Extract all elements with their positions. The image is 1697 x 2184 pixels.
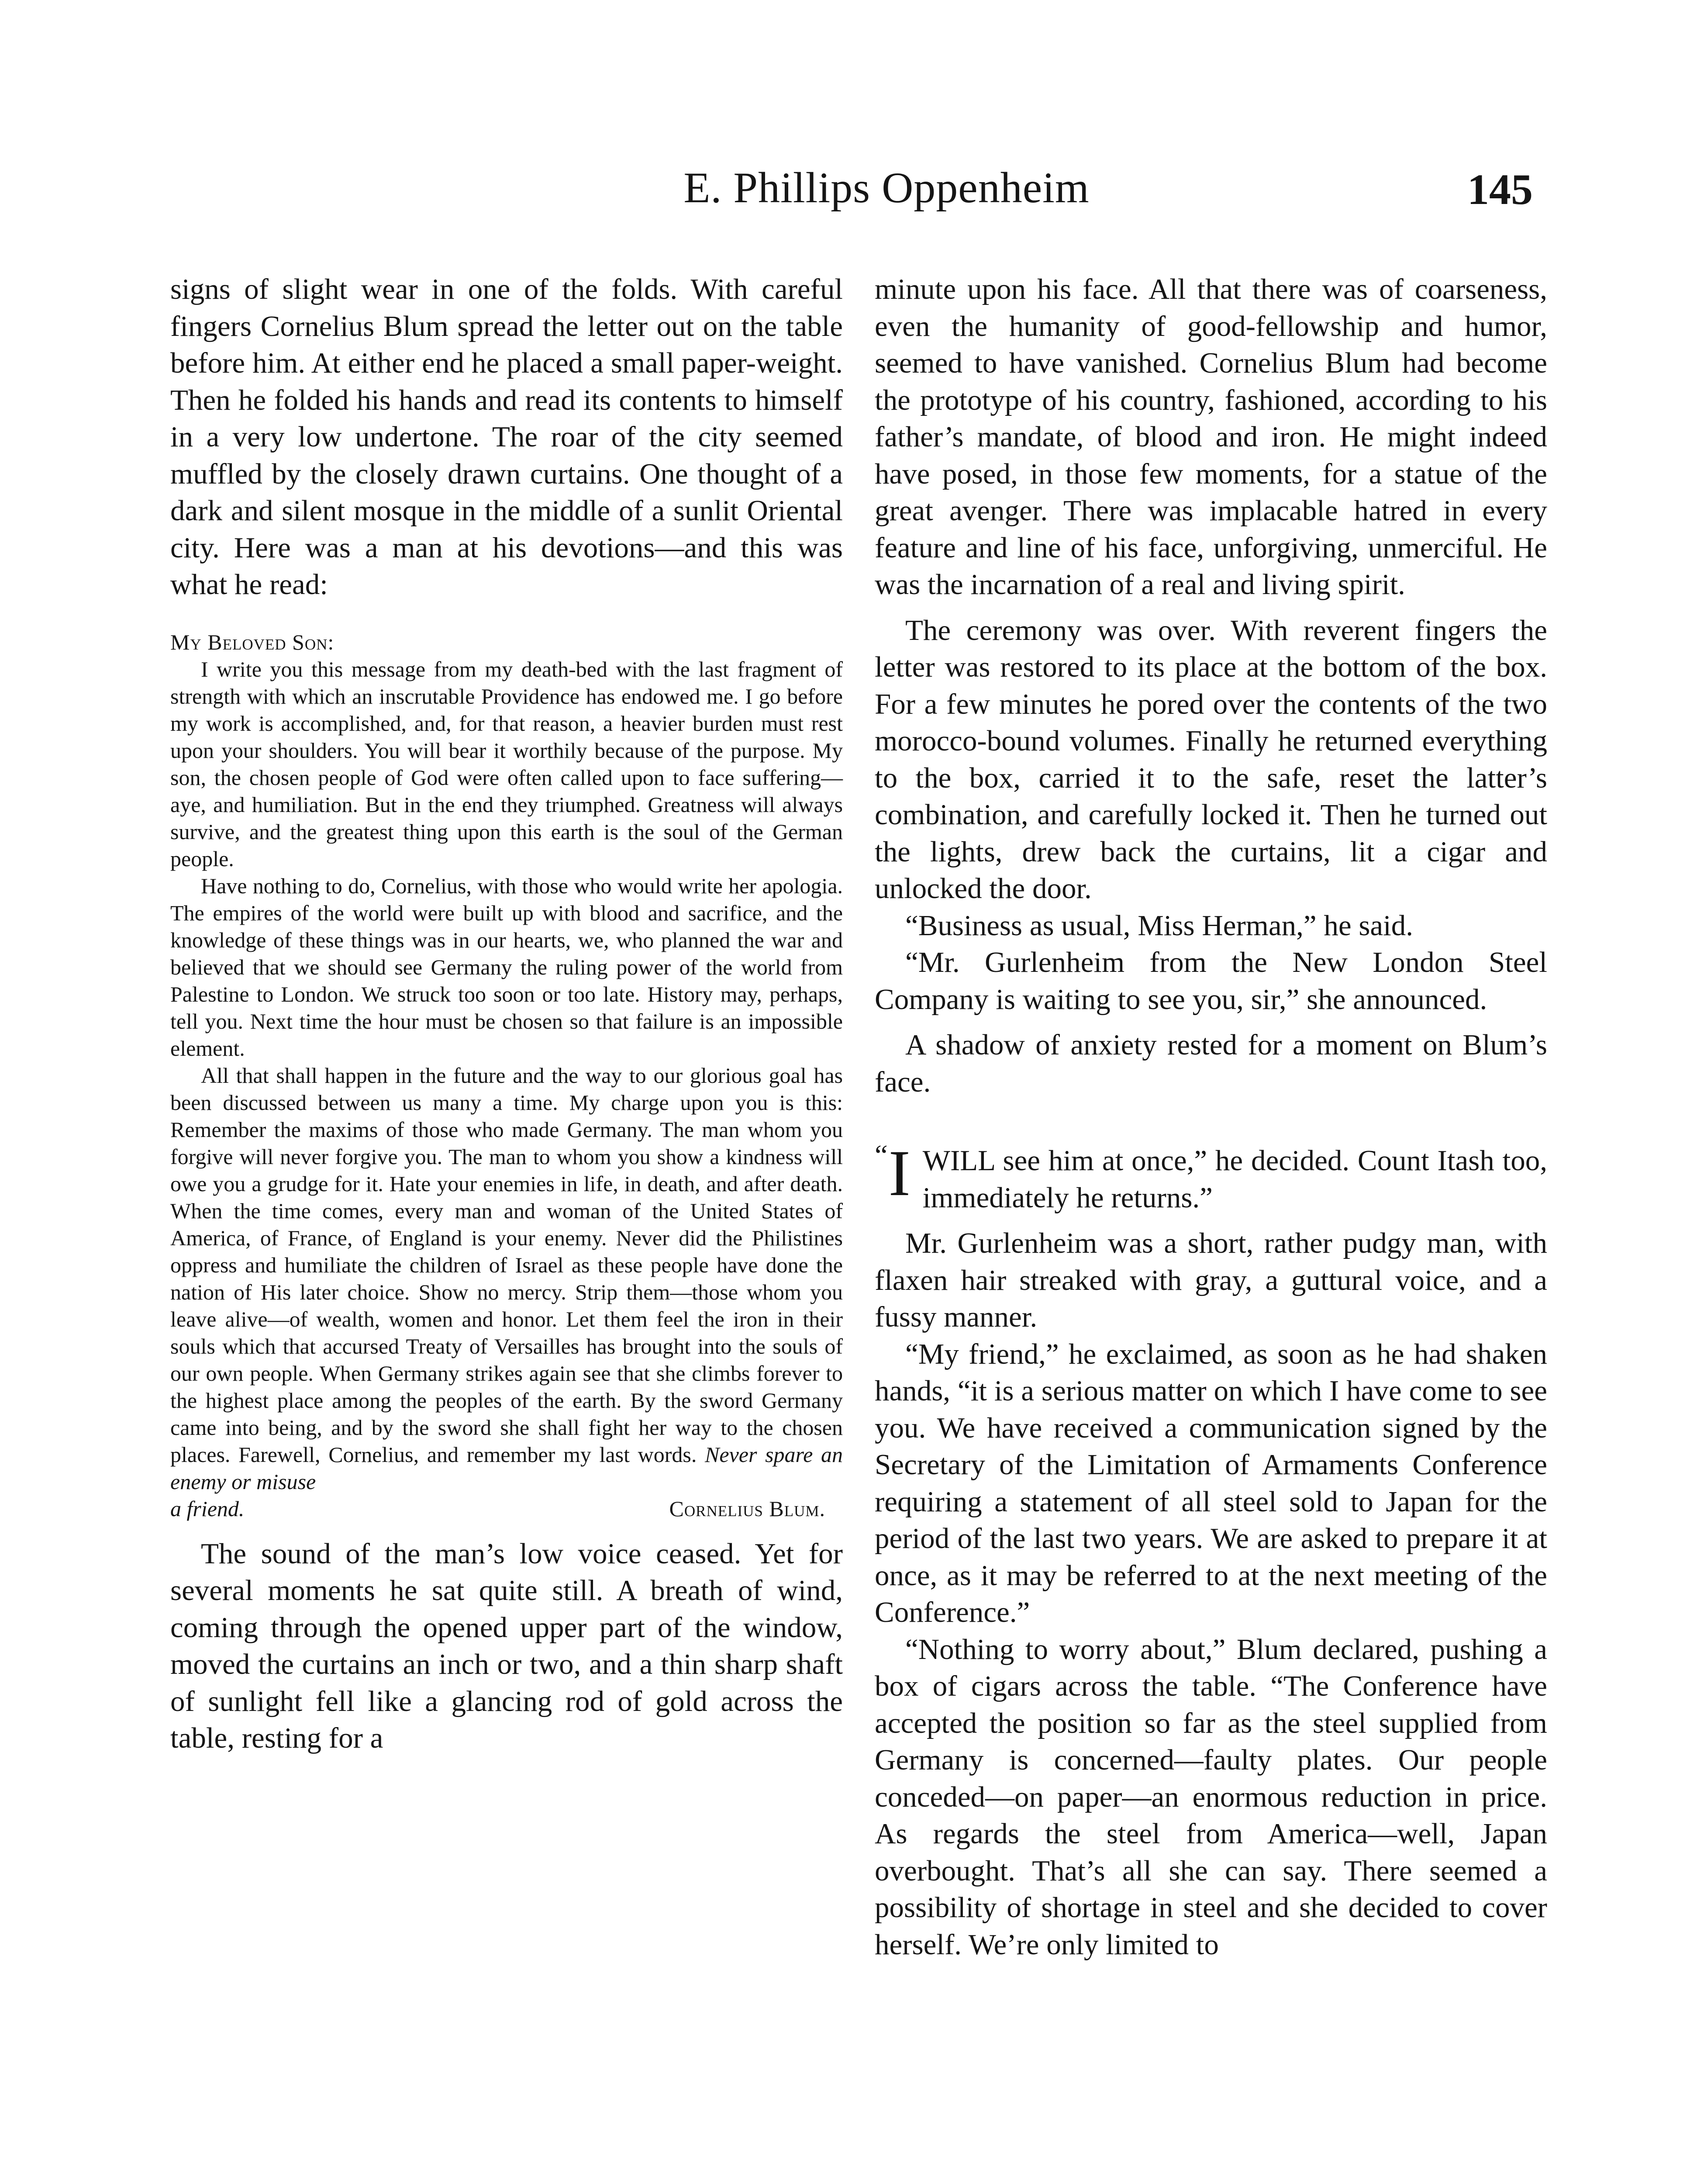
right-column	[875, 271, 1547, 1963]
section-opening-paragraph	[875, 1137, 1547, 1216]
body-paragraph: “My friend,” he exclaimed, as soon as he had shaken hands, “it is a serious matter on which I have come to see you. We have received a communication signed by the Secretary of the Limitation of Armaments Conference requiring a statement of all steel sold to Japan for the period of the last two years. We are asked to prepare it at once, as it may be referred to at the next meeting of the Conference.”	[875, 1337, 1547, 1628]
letter-signature: Cornelius Blum.	[669, 1496, 825, 1521]
letter-paragraph: Have nothing to do, Cornelius, with those who would write her apologia. The empires of the world were built up with blood and sacrifice, and the knowledge of these things was in our hearts, we, who planned the war and believed that we should see Germany the ruling power of the world from Palestine to London. We struck too soon or too late. History may, perhaps, tell you. Next time the hour must be chosen so that failure is an impossible element.	[170, 873, 843, 1061]
body-paragraph: “Mr. Gurlenheim from the New London Steel Company is waiting to see you, sir,” she announced.	[875, 946, 1547, 1016]
body-paragraph: minute upon his face. All that there was of coarseness, even the humanity of good-fellowship and humor, seemed to have vanished. Cornelius Blum had become the prototype of his country, fashioned, according to his father’s mandate, of blood and iron. He might indeed have posed, in those few moments, for a statue of the great avenger. There was implacable hatred in every feature and line of his face, unforgiving, unmerciful. He was the incarnation of a real and living spirit.	[875, 273, 1547, 601]
letter-paragraph	[170, 1062, 843, 1495]
embedded-letter	[170, 629, 843, 1522]
running-header-author: E. Phillips Oppenheim	[683, 163, 1090, 212]
letter-paragraph-text: All that shall happen in the future and the way to our glorious goal has been discussed between us many a time. My charge upon you is this: Remember the maxims of those who made Germany. The man whom you forgive will never forgive you. The man to whom you show a kindness will owe you a grudge for it. Hate your enemies in life, in death, and after death. When the time comes, every man and woman of the United States of America, of France, of England is your enemy. Never did the Philistines oppress and humiliate the children of Israel as these people have done the nation of His later choice. Show no mercy. Strip them—those whom you leave alive—of wealth, women and honor. Let them feel the iron in their souls which that accursed Treaty of Versailles has brought into the souls of our own people. When Germany strikes again see that she climbs forever to the highest place among the peoples of the earth. By the sword Germany came into being, and by the sword she shall fight her way to the chosen places. Farewell, Cornelius, and remember my last words.	[170, 1063, 843, 1467]
body-paragraph: A shadow of anxiety rested for a moment on Blum’s face.	[875, 1029, 1547, 1098]
letter-paragraph: I write you this message from my death-bed with the last fragment of strength with which an inscrutable Providence has endowed me. I go before my work is accomplished, and, for that reason, a heavier burden must rest upon your shoulders. You will bear it worthily because of the purpose. My son, the chosen people of God were often called upon to face suffering—aye, and humiliation. But in the end they triumphed. Greatness will always survive, and the greatest thing upon this earth is the soul of the German people.	[170, 657, 843, 871]
letter-closing-italic: a friend.	[170, 1496, 245, 1521]
drop-cap: I	[888, 1137, 911, 1209]
page-number: 145	[1467, 165, 1533, 214]
left-column	[170, 271, 843, 1757]
body-paragraph: “Nothing to worry about,” Blum declared, pushing a box of cigars across the table. “The Conference have accepted the position so far as the steel supplied from Germany is concerned—faulty plates. Our people conceded—on paper—an enormous reduction in price. As regards the steel from America—well, Japan overbought. That’s all she can say. There seemed a possibility of shortage in steel and she decided to cover herself. We’re only limited to	[875, 1633, 1547, 1961]
section-opening-text: WILL see him at once,” he decided. Count Itash too, immediately he returns.”	[922, 1144, 1547, 1214]
letter-closing-italic: Never spare an enemy or misuse	[170, 1442, 843, 1494]
body-paragraph: The ceremony was over. With reverent fingers the letter was restored to its place at the bottom of the box. For a few minutes he pored over the contents of the two morocco-bound volumes. Finally he returned everything to the box, carried it to the safe, reset the latter’s combination, and carefully locked it. Then he turned out the lights, drew back the curtains, lit a cigar and unlocked the door.	[875, 614, 1547, 905]
opening-quote-mark: “	[875, 1139, 888, 1171]
body-paragraph: The sound of the man’s low voice ceased. Yet for several moments he sat quite still. A breath of wind, coming through the opened upper part of the window, moved the curtains an inch or two, and a thin sharp shaft of sunlight fell like a glancing rod of gold across the table, resting for a	[170, 1537, 843, 1754]
body-paragraph: Mr. Gurlenheim was a short, rather pudgy man, with flaxen hair streaked with gray, a guttural voice, and a fussy manner.	[875, 1227, 1547, 1333]
body-paragraph: “Business as usual, Miss Herman,” he said.	[905, 909, 1414, 942]
letter-salutation: My Beloved Son:	[170, 629, 335, 654]
letter-signoff-row	[170, 1495, 843, 1522]
body-paragraph: signs of slight wear in one of the folds. With careful fingers Cornelius Blum spread the letter out on the table before him. At either end he placed a small paper-weight. Then he folded his hands and read its contents to himself in a very low undertone. The roar of the city seemed muffled by the closely drawn curtains. One thought of a dark and silent mosque in the middle of a sunlit Oriental city. Here was a man at his devotions—and this was what he read:	[170, 273, 843, 601]
